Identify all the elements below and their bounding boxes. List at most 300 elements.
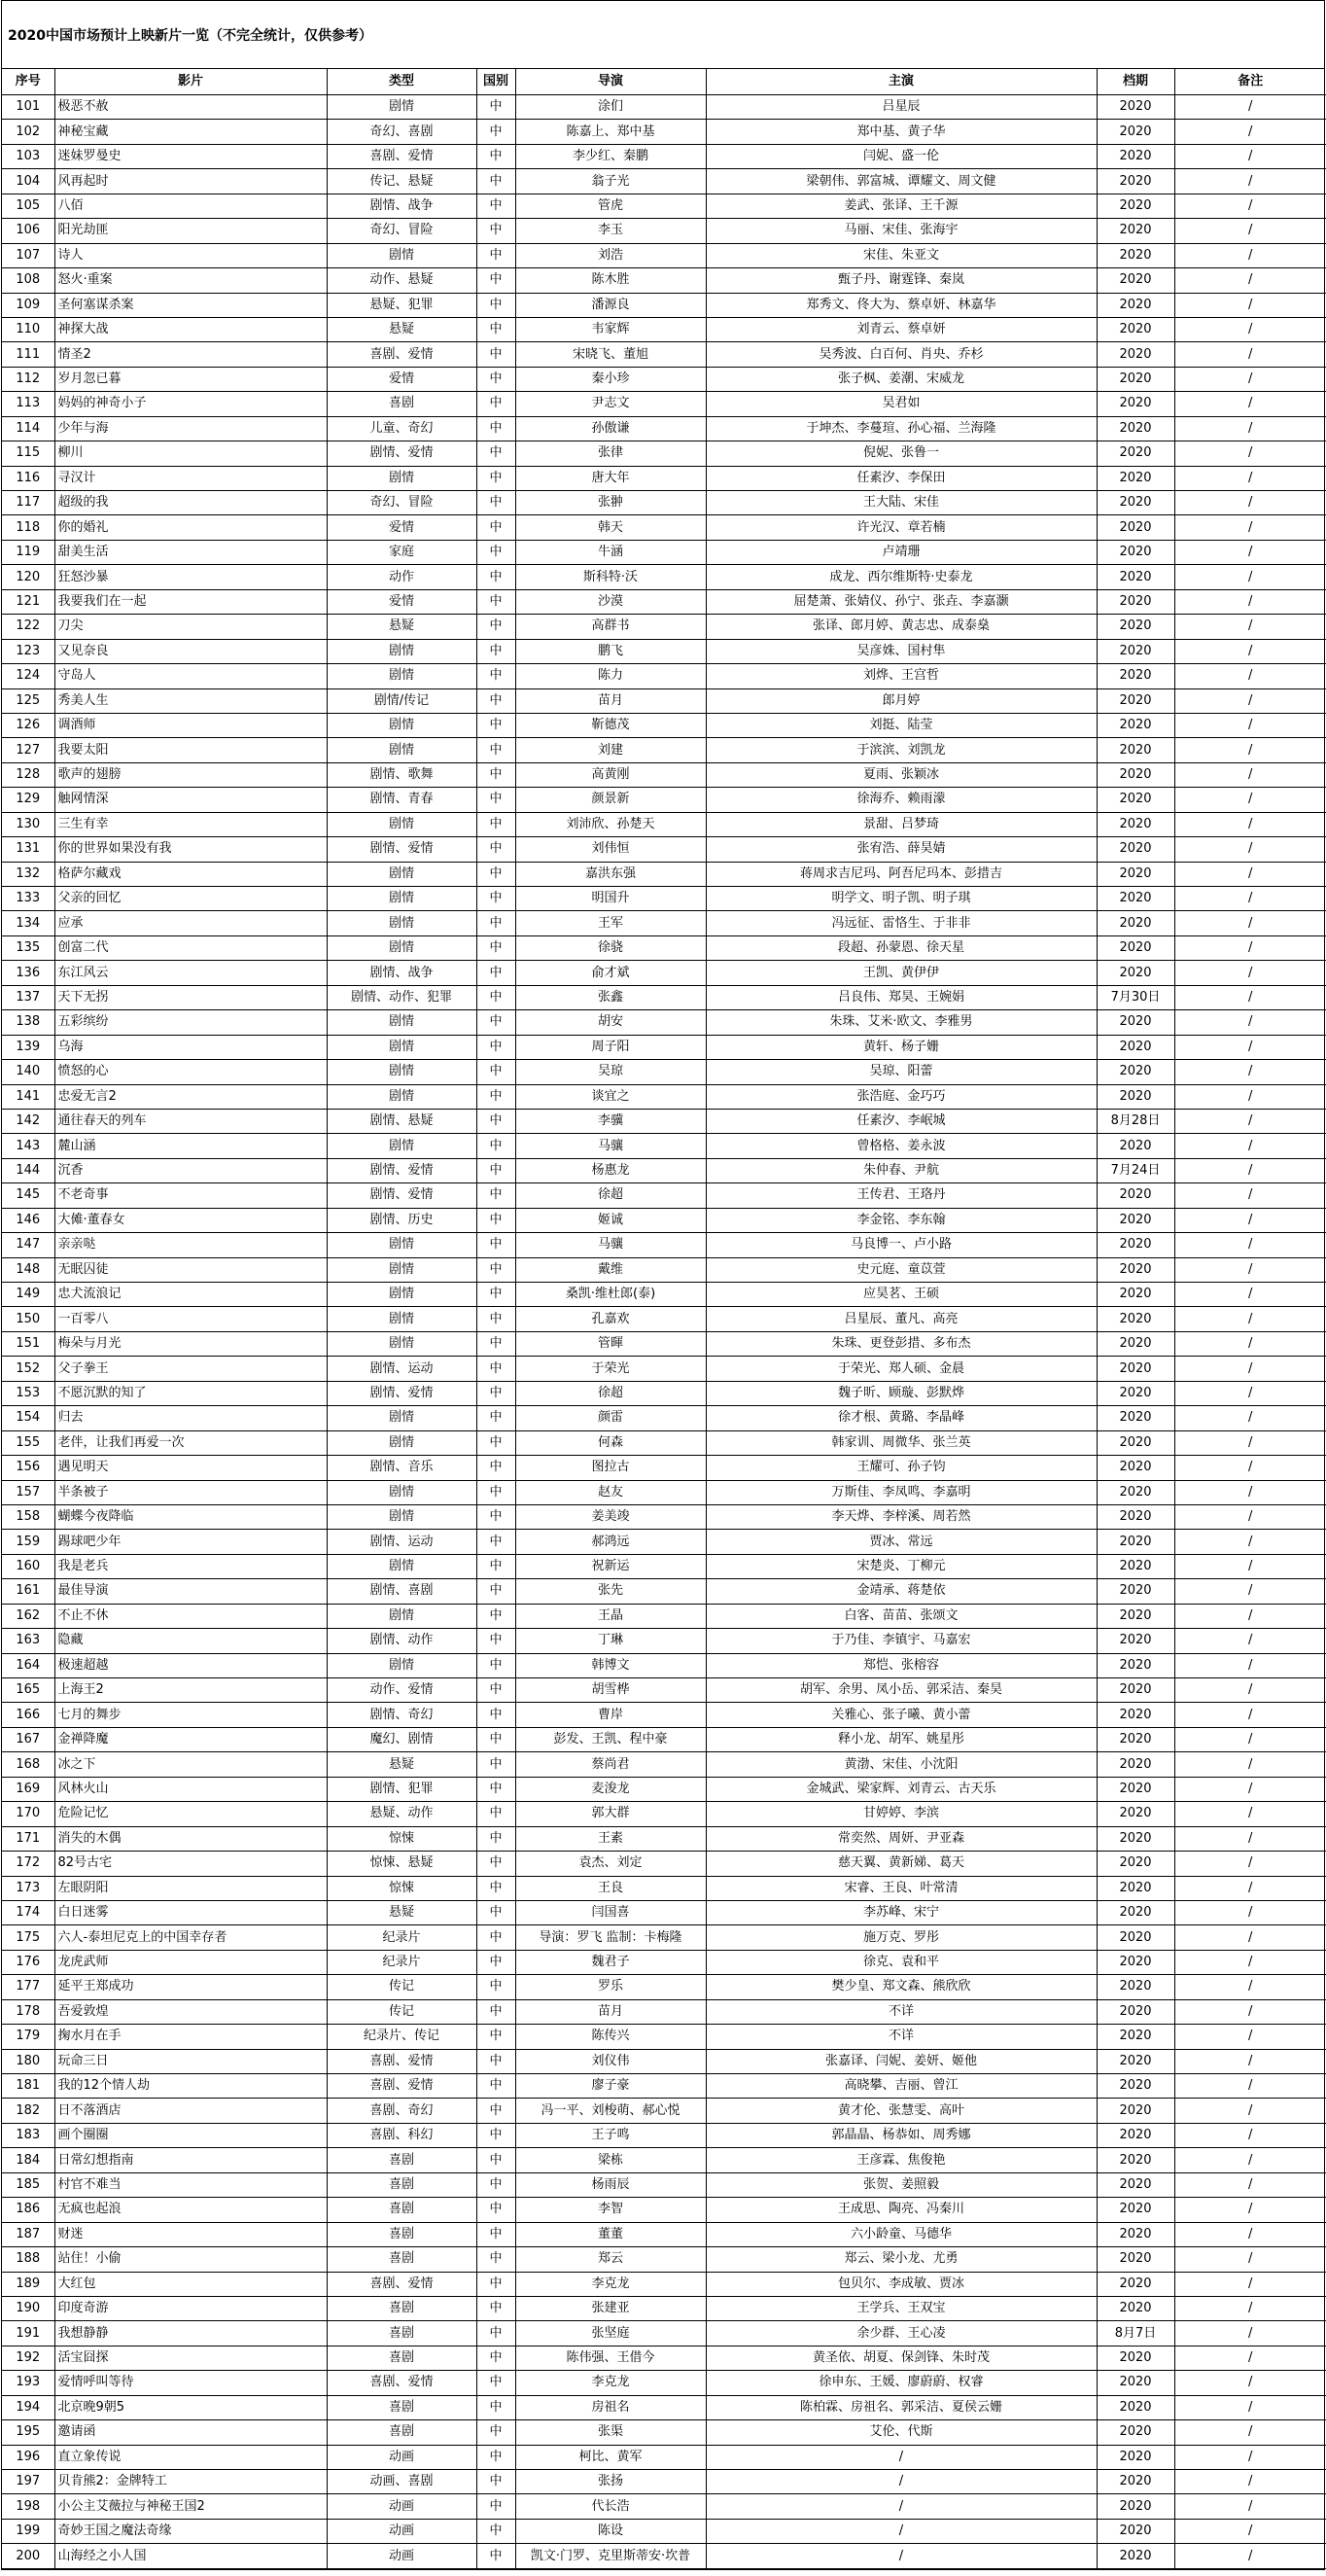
cell-director: 戴维 (515, 1257, 706, 1282)
cell-release: 2020 (1097, 2445, 1174, 2469)
cell-film: 山海经之小人国 (54, 2544, 327, 2568)
cell-film: 不愿沉默的知了 (54, 1381, 327, 1405)
cell-cast: 吴君如 (706, 392, 1097, 416)
cell-film: 我的12个情人劫 (54, 2074, 327, 2099)
cell-cast: 王凯、黄伊伊 (706, 961, 1097, 985)
cell-release: 7月24日 (1097, 1158, 1174, 1182)
cell-note: / (1174, 1060, 1326, 1084)
cell-country: 中 (476, 738, 515, 762)
table-row (2, 1208, 1326, 1232)
cell-note: / (1174, 2198, 1326, 2222)
cell-country: 中 (476, 812, 515, 836)
table-row (2, 169, 1326, 194)
cell-film: 我要太阳 (54, 738, 327, 762)
cell-note: / (1174, 788, 1326, 812)
cell-film: 五彩缤纷 (54, 1010, 327, 1035)
cell-director: 宋晓飞、董旭 (515, 342, 706, 367)
header-cast: 主演 (706, 69, 1097, 95)
cell-film: 妈妈的神奇小子 (54, 392, 327, 416)
cell-film: 超级的我 (54, 491, 327, 515)
table-row (2, 540, 1326, 564)
cell-note: / (1174, 2148, 1326, 2172)
cell-release: 2020 (1097, 1554, 1174, 1578)
cell-country: 中 (476, 1035, 515, 1059)
cell-film: 情圣2 (54, 342, 327, 367)
cell-release: 2020 (1097, 688, 1174, 713)
cell-film: 你的婚礼 (54, 515, 327, 540)
table-row (2, 1530, 1326, 1554)
cell-cast: 王传君、王珞丹 (706, 1183, 1097, 1208)
cell-director: 韩天 (515, 515, 706, 540)
cell-director: 刘浩 (515, 243, 706, 267)
cell-genre: 爱情 (327, 515, 476, 540)
cell-director: 刘仪伟 (515, 2049, 706, 2073)
cell-index: 174 (2, 1900, 54, 1924)
cell-country: 中 (476, 961, 515, 985)
cell-film: 日常幻想指南 (54, 2148, 327, 2172)
cell-note: / (1174, 95, 1326, 120)
table-row (2, 1554, 1326, 1578)
cell-index: 137 (2, 985, 54, 1009)
cell-film: 格萨尔藏戏 (54, 862, 327, 886)
cell-film: 掬水月在手 (54, 2025, 327, 2049)
cell-index: 141 (2, 1084, 54, 1109)
cell-genre: 剧情 (327, 1554, 476, 1578)
cell-country: 中 (476, 762, 515, 787)
cell-index: 149 (2, 1283, 54, 1307)
cell-note: / (1174, 1035, 1326, 1059)
table-row (2, 1802, 1326, 1826)
cell-note: / (1174, 1158, 1326, 1182)
cell-cast: 曾格格、姜永波 (706, 1134, 1097, 1158)
table-row (2, 2371, 1326, 2395)
cell-note: / (1174, 1678, 1326, 1703)
table-row (2, 887, 1326, 911)
cell-film: 愤怒的心 (54, 1060, 327, 1084)
cell-country: 中 (476, 1999, 515, 2024)
cell-country: 中 (476, 1678, 515, 1703)
cell-index: 136 (2, 961, 54, 985)
cell-index: 182 (2, 2099, 54, 2123)
cell-country: 中 (476, 2371, 515, 2395)
cell-director: 李克龙 (515, 2371, 706, 2395)
cell-director: 闫国喜 (515, 1900, 706, 1924)
cell-country: 中 (476, 1504, 515, 1529)
cell-cast: 李苏峰、宋宁 (706, 1900, 1097, 1924)
table-row (2, 1826, 1326, 1851)
cell-release: 2020 (1097, 1900, 1174, 1924)
cell-cast: 马良博一、卢小路 (706, 1233, 1097, 1257)
cell-index: 161 (2, 1579, 54, 1604)
table-row (2, 565, 1326, 589)
cell-genre: 剧情 (327, 1060, 476, 1084)
cell-country: 中 (476, 1975, 515, 1999)
cell-film: 白日迷雾 (54, 1900, 327, 1924)
cell-director: 斯科特·沃 (515, 565, 706, 589)
cell-genre: 喜剧、爱情 (327, 342, 476, 367)
cell-cast: 蒋周求吉尼玛、阿吾尼玛本、彭措吉 (706, 862, 1097, 886)
cell-cast: 郭晶晶、杨恭如、周秀娜 (706, 2123, 1097, 2147)
cell-index: 164 (2, 1653, 54, 1677)
cell-release: 2020 (1097, 2247, 1174, 2272)
cell-note: / (1174, 2371, 1326, 2395)
table-row (2, 120, 1326, 144)
cell-index: 147 (2, 1233, 54, 1257)
cell-director: 姬诚 (515, 1208, 706, 1232)
cell-release: 2020 (1097, 466, 1174, 490)
cell-cast: 刘挺、陆莹 (706, 713, 1097, 737)
cell-genre: 剧情 (327, 95, 476, 120)
cell-note: / (1174, 342, 1326, 367)
cell-release: 2020 (1097, 2494, 1174, 2519)
cell-film: 活宝囧探 (54, 2346, 327, 2370)
cell-director: 张翀 (515, 491, 706, 515)
cell-note: / (1174, 1852, 1326, 1876)
cell-index: 187 (2, 2222, 54, 2246)
cell-cast: 不详 (706, 1999, 1097, 2024)
cell-film: 老伴，让我们再爱一次 (54, 1430, 327, 1455)
cell-cast: 梁朝伟、郭富城、谭耀文、周文健 (706, 169, 1097, 194)
cell-genre: 纪录片 (327, 1925, 476, 1950)
cell-cast: 张嘉译、闫妮、姜妍、姬他 (706, 2049, 1097, 2073)
cell-release: 2020 (1097, 2272, 1174, 2296)
cell-cast: 倪妮、张鲁一 (706, 441, 1097, 466)
cell-release: 2020 (1097, 639, 1174, 663)
table-row (2, 2074, 1326, 2099)
cell-cast: 史元庭、童苡萱 (706, 1257, 1097, 1282)
cell-film: 邀请函 (54, 2420, 327, 2445)
cell-cast: 李金铭、李东翰 (706, 1208, 1097, 1232)
cell-cast: 屈楚萧、张婧仪、孙宁、张垚、李嘉灏 (706, 589, 1097, 614)
cell-film: 狂怒沙暴 (54, 565, 327, 589)
cell-cast: 六小龄童、马德华 (706, 2222, 1097, 2246)
cell-release: 2020 (1097, 1802, 1174, 1826)
cell-director: 尹志文 (515, 392, 706, 416)
cell-index: 143 (2, 1134, 54, 1158)
cell-release: 2020 (1097, 1183, 1174, 1208)
table-row (2, 788, 1326, 812)
table-row (2, 2148, 1326, 2172)
cell-genre: 剧情/传记 (327, 688, 476, 713)
cell-cast: 艾伦、代斯 (706, 2420, 1097, 2445)
cell-country: 中 (476, 2519, 515, 2543)
cell-index: 191 (2, 2321, 54, 2346)
cell-release: 2020 (1097, 1406, 1174, 1430)
cell-film: 玩命三日 (54, 2049, 327, 2073)
cell-genre: 喜剧 (327, 2346, 476, 2370)
cell-country: 中 (476, 2247, 515, 2272)
cell-index: 150 (2, 1307, 54, 1331)
cell-director: 吴琼 (515, 1060, 706, 1084)
cell-director: 蔡尚君 (515, 1752, 706, 1777)
cell-genre: 传记、悬疑 (327, 169, 476, 194)
cell-director: 赵友 (515, 1480, 706, 1504)
cell-country: 中 (476, 2049, 515, 2073)
cell-note: / (1174, 392, 1326, 416)
cell-release: 2020 (1097, 515, 1174, 540)
cell-cast: 郑恺、张榕容 (706, 1653, 1097, 1677)
cell-country: 中 (476, 2172, 515, 2197)
header-film: 影片 (54, 69, 327, 95)
cell-note: / (1174, 961, 1326, 985)
cell-genre: 爱情 (327, 367, 476, 391)
table-row (2, 367, 1326, 391)
cell-film: 我想静静 (54, 2321, 327, 2346)
cell-genre: 剧情 (327, 1307, 476, 1331)
cell-cast: 明学文、明子凯、明子琪 (706, 887, 1097, 911)
cell-director: 颜景新 (515, 788, 706, 812)
cell-genre: 剧情 (327, 1504, 476, 1529)
table-row (2, 2395, 1326, 2419)
cell-note: / (1174, 1307, 1326, 1331)
cell-film: 应承 (54, 911, 327, 935)
cell-note: / (1174, 2247, 1326, 2272)
cell-film: 印度奇游 (54, 2296, 327, 2320)
cell-note: / (1174, 2099, 1326, 2123)
cell-genre: 动画 (327, 2519, 476, 2543)
cell-film: 阳光劫匪 (54, 219, 327, 243)
cell-note: / (1174, 1727, 1326, 1751)
cell-film: 八佰 (54, 194, 327, 218)
table-row (2, 961, 1326, 985)
cell-director: 曹岸 (515, 1703, 706, 1727)
cell-country: 中 (476, 565, 515, 589)
cell-country: 中 (476, 1925, 515, 1950)
cell-country: 中 (476, 1134, 515, 1158)
film-table (2, 69, 1326, 2569)
cell-index: 179 (2, 2025, 54, 2049)
cell-country: 中 (476, 2123, 515, 2147)
cell-index: 185 (2, 2172, 54, 2197)
cell-cast: 王彦霖、焦俊艳 (706, 2148, 1097, 2172)
cell-genre: 剧情、战争 (327, 194, 476, 218)
cell-genre: 喜剧、爱情 (327, 144, 476, 168)
cell-release: 2020 (1097, 1357, 1174, 1381)
cell-release: 2020 (1097, 1084, 1174, 1109)
cell-note: / (1174, 935, 1326, 960)
cell-director: 徐骁 (515, 935, 706, 960)
cell-note: / (1174, 1703, 1326, 1727)
table-row (2, 1430, 1326, 1455)
table-row (2, 1727, 1326, 1751)
cell-cast: 许光汉、章若楠 (706, 515, 1097, 540)
cell-index: 111 (2, 342, 54, 367)
cell-index: 170 (2, 1802, 54, 1826)
cell-cast: 韩家训、周微华、张兰英 (706, 1430, 1097, 1455)
cell-release: 2020 (1097, 2470, 1174, 2494)
cell-country: 中 (476, 1727, 515, 1751)
cell-release: 2020 (1097, 1950, 1174, 1974)
cell-index: 118 (2, 515, 54, 540)
header-index: 序号 (2, 69, 54, 95)
cell-film: 秀美人生 (54, 688, 327, 713)
cell-genre: 喜剧、科幻 (327, 2123, 476, 2147)
cell-cast: 吕良伟、郑昊、王婉娟 (706, 985, 1097, 1009)
table-row (2, 1950, 1326, 1974)
cell-release: 2020 (1097, 887, 1174, 911)
cell-note: / (1174, 1381, 1326, 1405)
cell-country: 中 (476, 515, 515, 540)
cell-cast: 释小龙、胡军、姚星彤 (706, 1727, 1097, 1751)
cell-country: 中 (476, 466, 515, 490)
cell-director: 郑云 (515, 2247, 706, 2272)
cell-genre: 喜剧、爱情 (327, 2049, 476, 2073)
cell-director: 管虎 (515, 194, 706, 218)
cell-film: 调酒师 (54, 713, 327, 737)
cell-release: 2020 (1097, 1777, 1174, 1801)
cell-index: 112 (2, 367, 54, 391)
cell-cast: 白客、苗苗、张颂文 (706, 1604, 1097, 1628)
cell-index: 148 (2, 1257, 54, 1282)
table-row (2, 293, 1326, 317)
cell-genre: 剧情 (327, 862, 476, 886)
cell-genre: 喜剧、奇幻 (327, 2099, 476, 2123)
cell-film: 蝴蝶今夜降临 (54, 1504, 327, 1529)
cell-film: 奇妙王国之魔法奇缘 (54, 2519, 327, 2543)
cell-release: 2020 (1097, 1876, 1174, 1900)
table-row (2, 1307, 1326, 1331)
cell-index: 181 (2, 2074, 54, 2099)
cell-index: 159 (2, 1530, 54, 1554)
table-row (2, 1331, 1326, 1356)
cell-film: 龙虎武师 (54, 1950, 327, 1974)
cell-index: 102 (2, 120, 54, 144)
cell-genre: 喜剧 (327, 392, 476, 416)
cell-cast: 郑云、梁小龙、尤勇 (706, 2247, 1097, 2272)
cell-director: 沙漠 (515, 589, 706, 614)
cell-release: 2020 (1097, 2371, 1174, 2395)
cell-cast: 王耀可、孙子钧 (706, 1456, 1097, 1480)
table-row (2, 1257, 1326, 1282)
cell-director: 张坚庭 (515, 2321, 706, 2346)
cell-release: 2020 (1097, 1480, 1174, 1504)
cell-release: 2020 (1097, 2074, 1174, 2099)
cell-director: 梁栋 (515, 2148, 706, 2172)
cell-note: / (1174, 837, 1326, 862)
cell-director: 丁琳 (515, 1629, 706, 1653)
cell-note: / (1174, 1456, 1326, 1480)
cell-note: / (1174, 2272, 1326, 2296)
cell-genre: 剧情 (327, 738, 476, 762)
cell-note: / (1174, 762, 1326, 787)
cell-director: 嘉洪东强 (515, 862, 706, 886)
cell-release: 2020 (1097, 1430, 1174, 1455)
cell-cast: 姜武、张译、王千源 (706, 194, 1097, 218)
cell-index: 107 (2, 243, 54, 267)
cell-index: 110 (2, 317, 54, 341)
cell-country: 中 (476, 2470, 515, 2494)
cell-note: / (1174, 317, 1326, 341)
cell-cast: 刘烨、王宫哲 (706, 664, 1097, 688)
table-row (2, 664, 1326, 688)
cell-index: 196 (2, 2445, 54, 2469)
cell-director: 陈伟强、王借今 (515, 2346, 706, 2370)
table-row (2, 1852, 1326, 1876)
cell-note: / (1174, 243, 1326, 267)
cell-index: 167 (2, 1727, 54, 1751)
cell-index: 171 (2, 1826, 54, 1851)
cell-release: 2020 (1097, 95, 1174, 120)
cell-director: 陈嘉上、郑中基 (515, 120, 706, 144)
cell-release: 2020 (1097, 2346, 1174, 2370)
table-row (2, 589, 1326, 614)
cell-note: / (1174, 664, 1326, 688)
cell-country: 中 (476, 293, 515, 317)
cell-note: / (1174, 1331, 1326, 1356)
cell-film: 财迷 (54, 2222, 327, 2246)
cell-cast: / (706, 2519, 1097, 2543)
header-genre: 类型 (327, 69, 476, 95)
cell-country: 中 (476, 788, 515, 812)
cell-release: 2020 (1097, 1678, 1174, 1703)
cell-director: 李玉 (515, 219, 706, 243)
cell-cast: 任素汐、李保田 (706, 466, 1097, 490)
table-row (2, 1035, 1326, 1059)
cell-index: 142 (2, 1109, 54, 1133)
table-row (2, 713, 1326, 737)
cell-release: 2020 (1097, 2099, 1174, 2123)
cell-film: 无疯也起浪 (54, 2198, 327, 2222)
table-row (2, 1579, 1326, 1604)
cell-index: 114 (2, 416, 54, 441)
cell-genre: 剧情 (327, 1653, 476, 1677)
cell-film: 寻汉计 (54, 466, 327, 490)
cell-country: 中 (476, 2445, 515, 2469)
cell-index: 130 (2, 812, 54, 836)
cell-release: 2020 (1097, 2519, 1174, 2543)
cell-country: 中 (476, 1183, 515, 1208)
table-row (2, 1406, 1326, 1430)
cell-index: 155 (2, 1430, 54, 1455)
cell-country: 中 (476, 1257, 515, 1282)
cell-release: 2020 (1097, 441, 1174, 466)
cell-country: 中 (476, 95, 515, 120)
cell-country: 中 (476, 639, 515, 663)
cell-note: / (1174, 144, 1326, 168)
cell-cast: 朱仲春、尹航 (706, 1158, 1097, 1182)
table-row (2, 1504, 1326, 1529)
cell-film: 消失的木偶 (54, 1826, 327, 1851)
table-row (2, 317, 1326, 341)
cell-genre: 喜剧、爱情 (327, 2074, 476, 2099)
cell-index: 101 (2, 95, 54, 120)
cell-genre: 剧情 (327, 639, 476, 663)
table-row (2, 95, 1326, 120)
cell-film: 天下无拐 (54, 985, 327, 1009)
cell-genre: 动画 (327, 2544, 476, 2568)
cell-release: 2020 (1097, 2025, 1174, 2049)
cell-index: 133 (2, 887, 54, 911)
cell-note: / (1174, 2445, 1326, 2469)
cell-director: 高群书 (515, 615, 706, 639)
table-row (2, 441, 1326, 466)
cell-country: 中 (476, 392, 515, 416)
cell-film: 创富二代 (54, 935, 327, 960)
cell-index: 128 (2, 762, 54, 787)
cell-note: / (1174, 2470, 1326, 2494)
cell-film: 触网情深 (54, 788, 327, 812)
cell-cast: 徐克、袁和平 (706, 1950, 1097, 1974)
table-row (2, 1183, 1326, 1208)
cell-genre: 奇幻、冒险 (327, 491, 476, 515)
cell-release: 2020 (1097, 589, 1174, 614)
cell-release: 2020 (1097, 1504, 1174, 1529)
cell-index: 127 (2, 738, 54, 762)
cell-note: / (1174, 491, 1326, 515)
cell-index: 195 (2, 2420, 54, 2445)
cell-genre: 悬疑 (327, 1752, 476, 1777)
cell-director: 杨惠龙 (515, 1158, 706, 1182)
